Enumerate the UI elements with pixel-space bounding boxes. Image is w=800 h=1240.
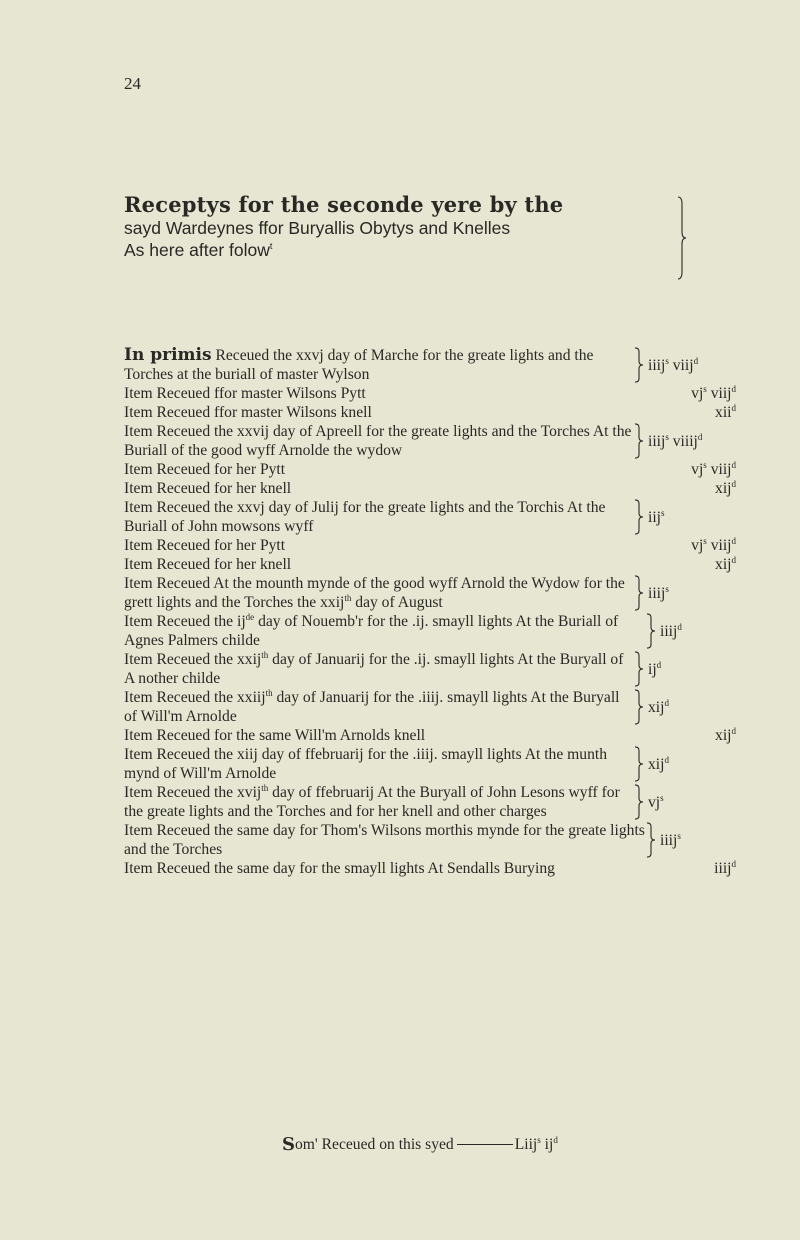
entry-amount-value: xij bbox=[648, 698, 665, 716]
entry-amount-inner bbox=[660, 831, 681, 850]
entry-amount-sup-2: d bbox=[731, 459, 736, 470]
entry-brace bbox=[646, 821, 658, 859]
ledger-entry bbox=[124, 346, 744, 384]
page-number: 24 bbox=[124, 74, 141, 93]
entry-amount bbox=[646, 403, 744, 422]
entry-text-after: day of Nouemb'r for the .ij. smayll lights At the Buriall of Agnes Palmers childe bbox=[124, 613, 619, 649]
entry-amount-sup: d bbox=[731, 554, 736, 565]
entry-text-main: Item Receued the same day for Thom's Wilsons morthis mynde for the greate lights and the Torches bbox=[124, 822, 645, 858]
entry-amount-sup: d bbox=[656, 659, 662, 670]
entry-brace bbox=[634, 422, 646, 460]
entry-amount bbox=[658, 859, 744, 878]
entry-brace bbox=[634, 574, 646, 612]
total-label-initial: S bbox=[282, 1134, 295, 1155]
entry-text-after: day of Januarij for the .iiij. smayll lights At the Buryall of Will'm Arnolde bbox=[124, 689, 620, 725]
entry-text bbox=[124, 498, 634, 536]
entry-text bbox=[124, 612, 646, 650]
ledger-entry bbox=[124, 726, 744, 745]
entry-amount-value: xij bbox=[715, 727, 732, 744]
entry-text-sup: th bbox=[261, 649, 269, 660]
entry-amount-inner bbox=[648, 584, 669, 603]
entry-amount-sup: d bbox=[731, 725, 736, 736]
ledger-entry bbox=[124, 574, 744, 612]
entry-text-sup: th bbox=[265, 687, 273, 698]
ledger-entry bbox=[124, 384, 744, 403]
entry-text-main: Item Receued the xvij bbox=[124, 784, 262, 801]
entry-amount-inner bbox=[715, 555, 736, 574]
entry-text-main: Item Receued ffor master Wilsons knell bbox=[124, 404, 372, 421]
entry-amount-value-2: viiij bbox=[668, 432, 698, 450]
ledger-entry bbox=[124, 403, 744, 422]
entry-amount bbox=[646, 688, 744, 726]
entry-amount-sup: s bbox=[665, 583, 669, 594]
entry-amount-value: xii bbox=[715, 404, 732, 421]
ledger-entry bbox=[124, 498, 744, 536]
entry-amount-sup: s bbox=[660, 792, 664, 803]
entry-text bbox=[124, 688, 634, 726]
entry-amount-sup-2: d bbox=[731, 383, 736, 394]
entry-text bbox=[124, 384, 634, 403]
entry-text bbox=[124, 821, 646, 859]
entry-text bbox=[124, 346, 634, 384]
entry-amount-inner bbox=[715, 726, 736, 745]
entry-text-main: Item Receued ffor master Wilsons Pytt bbox=[124, 385, 366, 402]
ledger-entry bbox=[124, 479, 744, 498]
entry-amount-sup: d bbox=[677, 621, 682, 632]
total-amount-sup: s bbox=[537, 1134, 541, 1145]
entry-text-main: Receued the xxvj day of Marche for the greate lights and the Torches at the buriall of master Wylson bbox=[124, 347, 594, 383]
entry-amount-inner bbox=[691, 536, 736, 555]
entry-brace bbox=[646, 612, 658, 650]
entry-amount-sup: d bbox=[664, 754, 669, 765]
entry-text-after: day of August bbox=[351, 594, 443, 611]
entry-amount bbox=[646, 384, 744, 403]
ledger-entry bbox=[124, 612, 744, 650]
entry-text bbox=[124, 460, 634, 479]
entry-text-main: Item Receued the xxvij day of Apreell for the greate lights and the Torches At the Buriall of the good wyff Arnolde the wydow bbox=[124, 423, 632, 459]
entry-text-main: Item Receued the ij bbox=[124, 613, 246, 630]
entry-text bbox=[124, 555, 634, 574]
entry-amount-value: iiij bbox=[660, 831, 678, 849]
entry-text bbox=[124, 783, 634, 821]
entry-amount-value: xij bbox=[648, 755, 665, 773]
entry-amount-value: iiij bbox=[660, 622, 678, 640]
entry-amount-value: iiij bbox=[714, 860, 732, 877]
heading-block bbox=[124, 192, 684, 261]
entry-amount-inner bbox=[648, 356, 698, 375]
entry-amount-sup: s bbox=[665, 355, 669, 366]
entry-amount-inner bbox=[691, 460, 736, 479]
entry-text-after: day of ffebruarij At the Buryall of John Lesons wyff for the greate lights and the Torches and for her knell and other charges bbox=[124, 784, 620, 820]
ledger-entry bbox=[124, 745, 744, 783]
entry-text bbox=[124, 574, 634, 612]
entry-amount-sup: d bbox=[664, 697, 669, 708]
entry-amount-sup: s bbox=[677, 830, 681, 841]
entry-amount-value-2: viij bbox=[706, 537, 732, 554]
entry-amount-value: iij bbox=[648, 508, 661, 526]
entry-amount-value: ij bbox=[648, 660, 657, 678]
entry-amount-value-2: viij bbox=[706, 385, 732, 402]
entry-amount bbox=[646, 650, 744, 688]
entry-text-main: Item Receued the xiij day of ffebruarij for the .iiij. smayll lights At the munth mynd of Will'm Arnolde bbox=[124, 746, 608, 782]
heading-title: Receptys for the seconde yere by the bbox=[124, 192, 564, 217]
entry-text-main: Item Receued for her knell bbox=[124, 556, 292, 573]
entries-list bbox=[124, 346, 744, 878]
entry-amount-inner bbox=[648, 698, 669, 717]
entry-amount-value-2: viij bbox=[706, 461, 732, 478]
entry-amount bbox=[658, 612, 744, 650]
entry-brace bbox=[634, 346, 646, 384]
entry-amount-sup: s bbox=[703, 383, 707, 394]
entry-amount-sup-2: d bbox=[731, 535, 736, 546]
entry-text-main: Item Receued for her Pytt bbox=[124, 461, 286, 478]
entry-amount-value: vj bbox=[691, 461, 704, 478]
entry-amount bbox=[646, 498, 744, 536]
entry-text-main: Item Receued the xxij bbox=[124, 651, 262, 668]
total-amount bbox=[515, 1136, 558, 1154]
entry-text bbox=[124, 650, 634, 688]
entry-amount bbox=[646, 555, 744, 574]
entry-text-main: Item Receued At the mounth mynde of the good wyff Arnold the Wydow for the grett lights and the Torches the xxij bbox=[124, 575, 625, 611]
entry-text bbox=[124, 403, 634, 422]
ledger-entry bbox=[124, 783, 744, 821]
total-line bbox=[282, 1134, 558, 1155]
entry-amount bbox=[646, 745, 744, 783]
entry-lead: In primis bbox=[124, 345, 212, 365]
total-label: om' Receued on this syed bbox=[295, 1135, 454, 1153]
total-dash bbox=[457, 1144, 513, 1145]
entry-brace bbox=[634, 460, 646, 479]
entry-amount-inner bbox=[660, 622, 682, 641]
entry-amount-inner bbox=[715, 479, 736, 498]
entry-amount bbox=[646, 574, 744, 612]
entry-amount-inner bbox=[648, 432, 702, 451]
ledger-entry bbox=[124, 460, 744, 479]
ledger-entry bbox=[124, 536, 744, 555]
entry-text-main: Item Receued the xxiij bbox=[124, 689, 266, 706]
entry-brace bbox=[634, 745, 646, 783]
heading-brace-icon bbox=[677, 196, 687, 280]
entry-text-sup: de bbox=[245, 611, 255, 622]
entry-amount-value: vj bbox=[691, 385, 704, 402]
entry-amount-value: xij bbox=[715, 480, 732, 497]
entry-text-main: Item Receued the xxvj day of Julij for the greate lights and the Torchis At the Buriall of John mowsons wyff bbox=[124, 499, 606, 535]
entry-text-sup: th bbox=[261, 782, 269, 793]
heading-line-2: sayd Wardeynes ffor Buryallis Obytys and Knelles bbox=[124, 218, 511, 238]
entry-amount-value: iiij bbox=[648, 356, 666, 374]
entry-amount-value: vj bbox=[691, 537, 704, 554]
entry-text bbox=[124, 726, 634, 745]
entry-amount-inner bbox=[648, 660, 661, 679]
entry-amount-sup-2: d bbox=[693, 355, 699, 366]
entry-brace bbox=[634, 498, 646, 536]
ledger-entry bbox=[124, 650, 744, 688]
ledger-entry bbox=[124, 859, 744, 878]
entry-amount bbox=[646, 783, 744, 821]
entry-amount-inner bbox=[648, 755, 669, 774]
entry-amount-sup: d bbox=[731, 858, 736, 869]
entry-amount-inner bbox=[714, 859, 736, 878]
entry-amount-value: vj bbox=[648, 793, 661, 811]
entry-amount bbox=[646, 460, 744, 479]
heading-line-3-sup: t bbox=[269, 241, 273, 252]
total-amount-value: Liij bbox=[514, 1135, 538, 1153]
entry-text-main: Item Receued the same day for the smayll lights At Sendalls Burying bbox=[124, 860, 555, 877]
entry-amount-sup: s bbox=[665, 431, 669, 442]
entry-brace bbox=[646, 859, 658, 878]
entry-amount-sup: s bbox=[703, 535, 707, 546]
entry-amount bbox=[646, 422, 744, 460]
ledger-entry bbox=[124, 422, 744, 460]
ledger-entry bbox=[124, 555, 744, 574]
entry-brace bbox=[634, 403, 646, 422]
entry-text-main: Item Receued for her knell bbox=[124, 480, 292, 497]
entry-amount-sup-2: d bbox=[697, 431, 703, 442]
entry-text-main: Item Receued for the same Will'm Arnolds knell bbox=[124, 727, 426, 744]
entry-amount-value: iiij bbox=[648, 432, 666, 450]
entry-amount-value: xij bbox=[715, 556, 732, 573]
entry-brace bbox=[634, 783, 646, 821]
entry-text bbox=[124, 422, 634, 460]
entry-text-sup: th bbox=[344, 592, 352, 603]
entry-text-main: Item Receued for her Pytt bbox=[124, 537, 286, 554]
entry-amount-inner bbox=[715, 403, 736, 422]
entry-brace bbox=[634, 479, 646, 498]
entry-brace bbox=[634, 650, 646, 688]
entry-amount-value: iiij bbox=[648, 584, 666, 602]
entry-text bbox=[124, 536, 634, 555]
entry-amount bbox=[646, 726, 744, 745]
entry-text-after: day of Januarij for the .ij. smayll lights At the Buryall of A nother childe bbox=[124, 651, 624, 687]
entry-amount-sup: d bbox=[731, 478, 736, 489]
ledger-entry bbox=[124, 821, 744, 859]
entry-amount-inner bbox=[648, 793, 664, 812]
ledger-entry bbox=[124, 688, 744, 726]
entry-brace bbox=[634, 688, 646, 726]
entry-brace bbox=[634, 726, 646, 745]
entry-amount-sup: d bbox=[731, 402, 736, 413]
entry-brace bbox=[634, 384, 646, 403]
entry-amount bbox=[646, 346, 744, 384]
entry-brace bbox=[634, 536, 646, 555]
entry-amount bbox=[646, 479, 744, 498]
entry-amount bbox=[658, 821, 744, 859]
total-amount-value-2: ij bbox=[540, 1135, 554, 1153]
entry-amount-value-2: viij bbox=[668, 356, 694, 374]
entry-amount-sup: s bbox=[661, 507, 665, 518]
entry-amount-inner bbox=[648, 508, 665, 527]
entry-amount-sup: s bbox=[703, 459, 707, 470]
entry-amount bbox=[646, 536, 744, 555]
entry-amount-inner bbox=[691, 384, 736, 403]
heading-line-3 bbox=[124, 239, 684, 261]
entry-text bbox=[124, 745, 634, 783]
heading-line-3-text: As here after folow bbox=[124, 240, 270, 260]
entry-text bbox=[124, 859, 646, 878]
entry-brace bbox=[634, 555, 646, 574]
total-amount-sup-2: d bbox=[553, 1134, 558, 1145]
entry-text bbox=[124, 479, 634, 498]
